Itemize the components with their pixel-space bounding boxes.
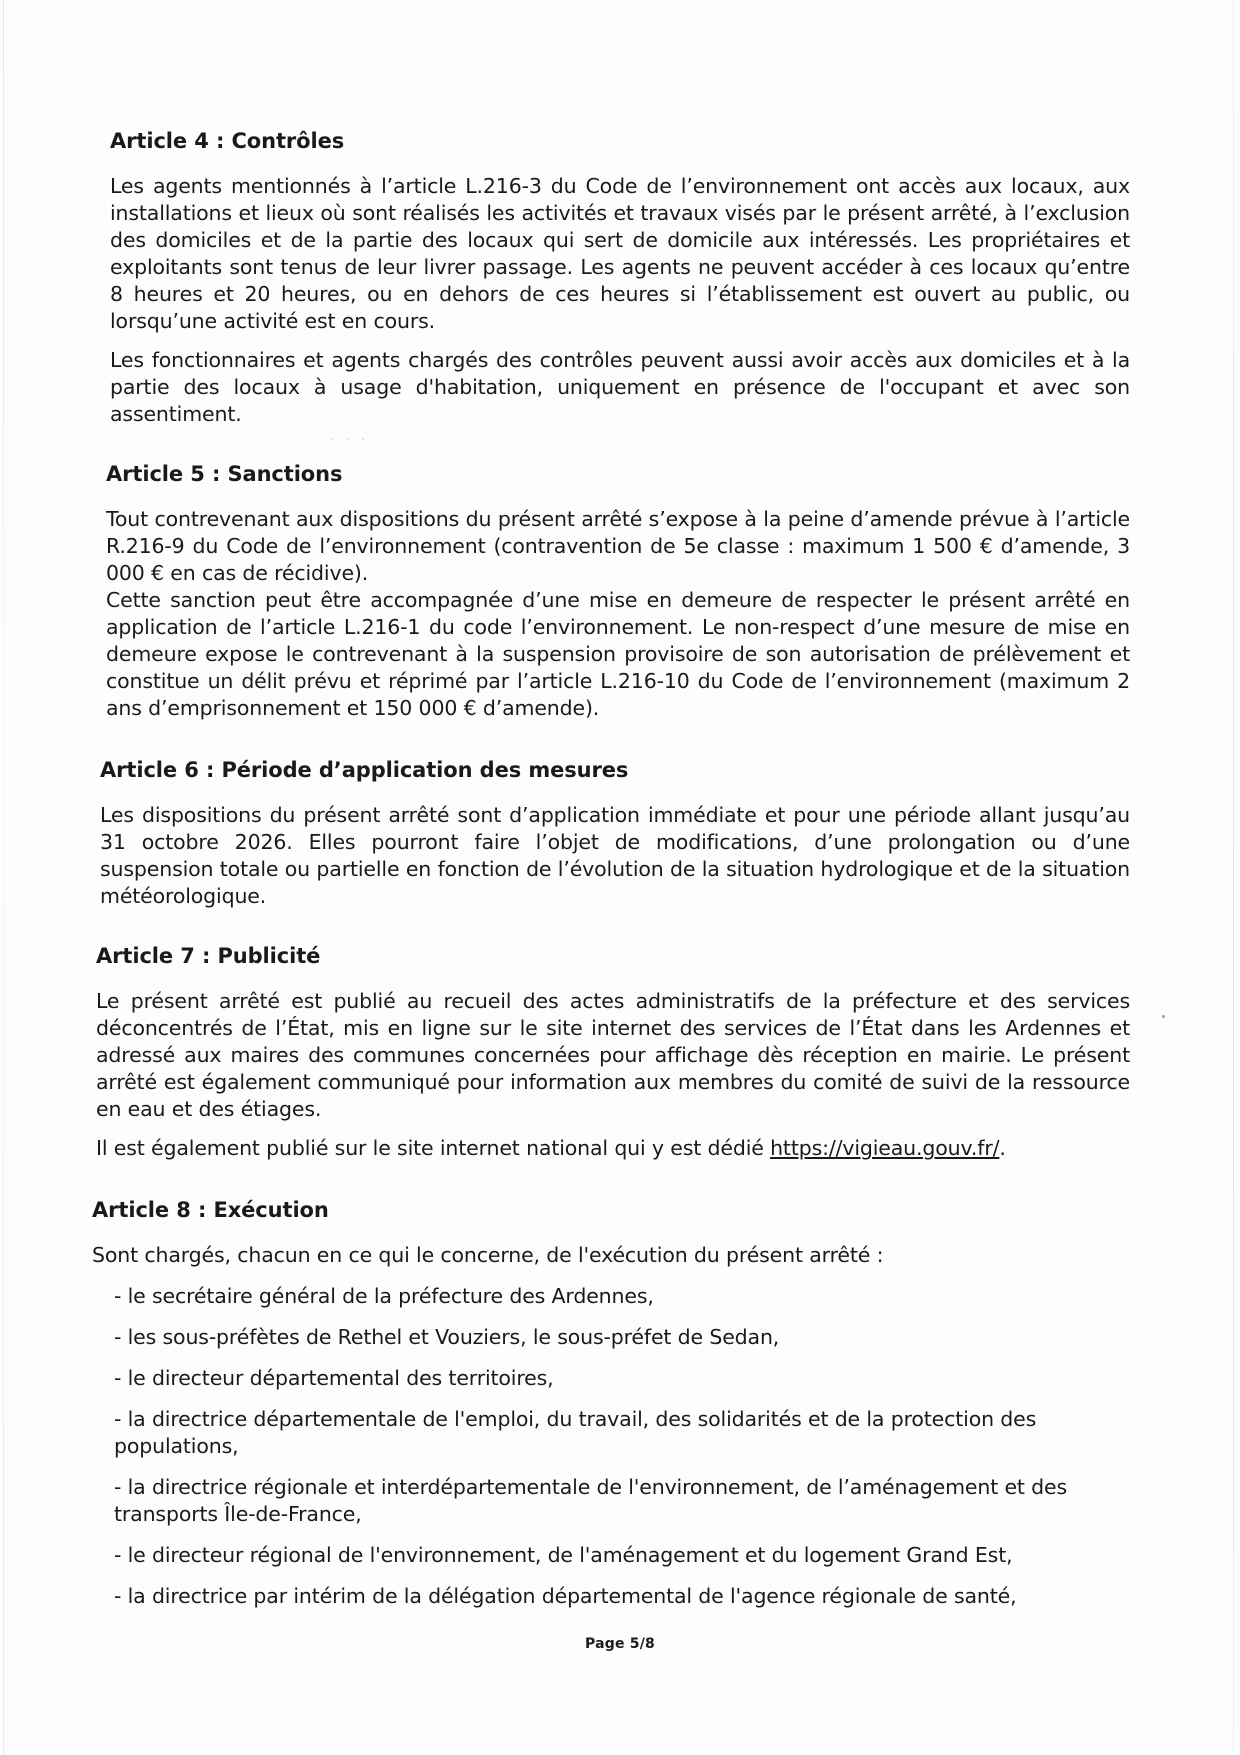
article-5-heading: Article 5 : Sanctions bbox=[106, 462, 343, 486]
article-7-paragraph-2-end: . bbox=[999, 1136, 1006, 1160]
list-item: - le directeur départemental des territoires, bbox=[114, 1366, 554, 1390]
article-7-paragraph-2 bbox=[96, 1135, 1130, 1162]
article-7 bbox=[96, 942, 1130, 1174]
scan-smudge: · · · bbox=[330, 432, 370, 446]
article-4-heading: Article 4 : Contrôles bbox=[110, 129, 345, 153]
article-6 bbox=[100, 756, 1130, 922]
article-5-paragraph-2: Cette sanction peut être accompagnée d’une mise en demeure de respecter le présent arrêté en application de l’article L.216-1 du code l’environnement. Le non-respect d’une mesure de mise en demeure expose le contrevenant à la suspension provisoire de son autorisation de prélèvement et constitue un délit prévu et réprimé par l’article L.216-10 du Code de l’environnement (maximum 2 ans d’emprisonnement et 150 000 € d’amende). bbox=[106, 588, 1130, 720]
list-item: - la directrice régionale et interdépartementale de l'environnement, de l’aménagement et des transports Île-de-France, bbox=[114, 1475, 1068, 1526]
article-7-paragraph-1: Le présent arrêté est publié au recueil des actes administratifs de la préfecture et des services déconcentrés de l’État, mis en ligne sur le site internet des services de l’État dans les Ardennes et adressé aux maires des communes concernées pour affichage dès réception en mairie. Le présent arrêté est également communiqué pour information aux membres du comité de suivi de la ressource en eau et des étiages. bbox=[96, 989, 1130, 1121]
article-6-heading: Article 6 : Période d’application des mesures bbox=[100, 758, 629, 782]
article-5 bbox=[106, 460, 1130, 734]
scan-dot bbox=[1162, 1015, 1165, 1018]
article-5-paragraph-1: Tout contrevenant aux dispositions du présent arrêté s’expose à la peine d’amende prévue à l’article R.216-9 du Code de l’environnement (contravention de 5e classe : maximum 1 500 € d’amende, 3 000 € en cas de récidive). bbox=[106, 507, 1130, 585]
page-number: Page 5/8 bbox=[585, 1636, 655, 1652]
article-8-intro: Sont chargés, chacun en ce qui le concerne, de l'exécution du présent arrêté : bbox=[92, 1243, 884, 1267]
scan-edge-right bbox=[1233, 0, 1234, 1755]
executors-list bbox=[92, 1283, 1130, 1610]
article-6-paragraph-1: Les dispositions du présent arrêté sont d’application immédiate et pour une période allant jusqu’au 31 octobre 2026. Elles pourront faire l’objet de modifications, d’une prolongation ou d’une suspension totale ou partielle en fonction de l’évolution de la situation hydrologique et de la situation météorologique. bbox=[100, 803, 1130, 908]
article-8 bbox=[92, 1196, 1130, 1624]
list-item: - le secrétaire général de la préfecture des Ardennes, bbox=[114, 1284, 654, 1308]
article-4 bbox=[110, 127, 1130, 428]
article-7-paragraph-2-text: Il est également publié sur le site internet national qui y est dédié bbox=[96, 1136, 771, 1160]
article-4-paragraph-2: Les fonctionnaires et agents chargés des contrôles peuvent aussi avoir accès aux domiciles et à la partie des locaux à usage d'habitation, uniquement en présence de l'occupant et avec son assentiment. bbox=[110, 348, 1130, 426]
article-4-paragraph-1: Les agents mentionnés à l’article L.216-3 du Code de l’environnement ont accès aux locaux, aux installations et lieux où sont réalisés les activités et travaux visés par le présent arrêté, à l’exclusion des domiciles et de la partie des locaux qui sert de domicile aux intéressés. Les propriétaires et exploitants sont tenus de leur livrer passage. Les agents ne peuvent accéder à ces locaux qu’entre 8 heures et 20 heures, ou en dehors de ces heures si l’établissement est ouvert au public, ou lorsqu’une activité est en cours. bbox=[110, 174, 1130, 333]
list-item: - la directrice départementale de l'emploi, du travail, des solidarités et de la protection des populations, bbox=[114, 1407, 1037, 1458]
list-item: - la directrice par intérim de la délégation départemental de l'agence régionale de santé, bbox=[114, 1584, 1017, 1608]
article-7-heading: Article 7 : Publicité bbox=[96, 944, 321, 968]
scan-edge-left bbox=[3, 0, 4, 1755]
article-8-heading: Article 8 : Exécution bbox=[92, 1198, 329, 1222]
list-item: - le directeur régional de l'environnement, de l'aménagement et du logement Grand Est, bbox=[114, 1543, 1013, 1567]
list-item: - les sous-préfètes de Rethel et Vouziers, le sous-préfet de Sedan, bbox=[114, 1325, 780, 1349]
vigieau-link[interactable]: https://vigieau.gouv.fr/ bbox=[770, 1136, 1000, 1160]
